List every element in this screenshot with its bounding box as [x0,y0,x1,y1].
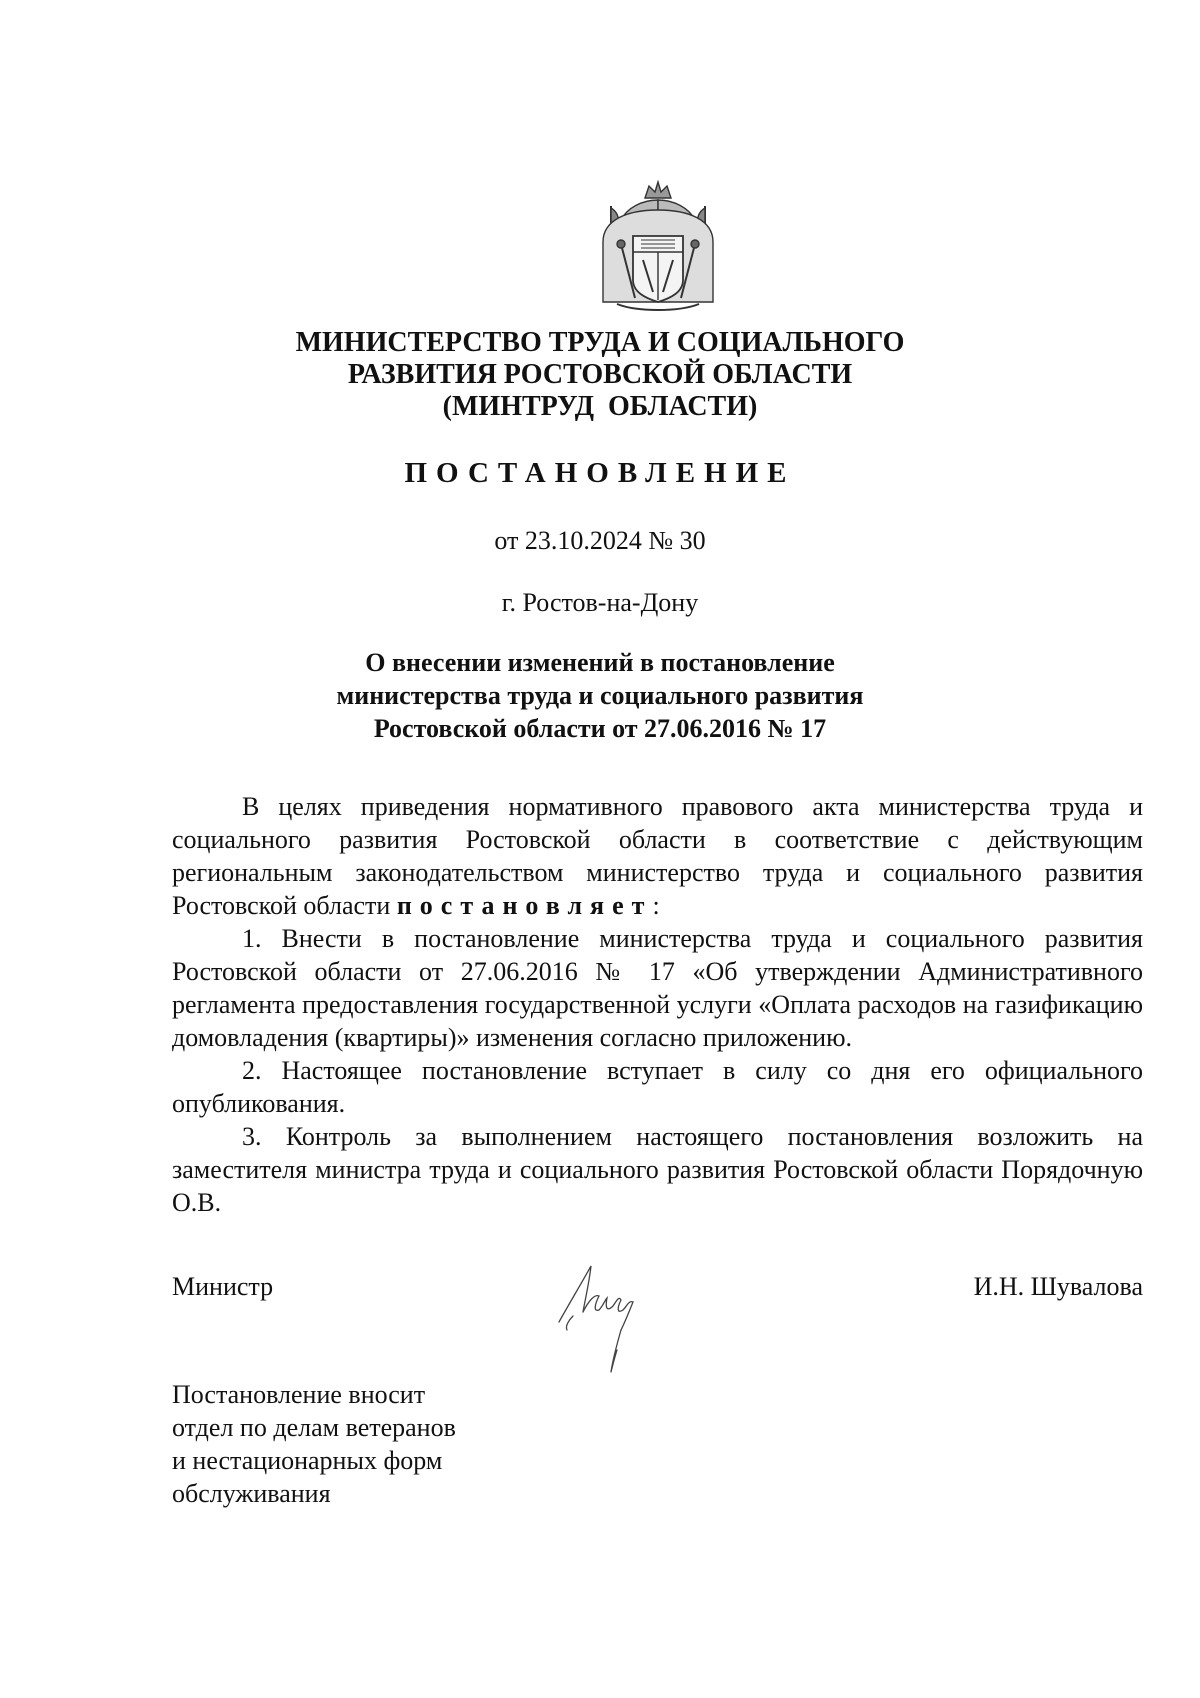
intro-paragraph [172,790,1143,922]
handwritten-signature [555,1260,645,1385]
body-item-2: 2. Настоящее постановление вступает в силу со дня его официального опубликования. [172,1056,1143,1118]
note-line-3: и нестационарных форм [172,1446,443,1475]
intro-keyword: постановляет [396,891,653,920]
document-city: г. Ростов-на-Дону [501,588,699,617]
signatory-title: Министр [172,1272,274,1301]
signatory-name: И.Н. Шувалова [973,1272,1143,1301]
subject-line-1: О внесении изменений в постановление [365,648,835,677]
coat-of-arms-emblem [597,180,719,314]
organization-name [0,327,1200,423]
org-line-1: МИНИСТЕРСТВО ТРУДА И СОЦИАЛЬНОГО [295,327,905,358]
body-item-1: 1. Внести в постановление министерства труда и социального развития Ростовской области от 27.06.2016 № 17 «Об утверждении Административного регламента предоставления государственной услуги «Оплата расходов на газификацию домовладения (квартиры)» изменения согласно приложению. [172,924,1143,1052]
document-date-number: от 23.10.2024 № 30 [494,526,706,555]
document-body [172,790,1143,1219]
org-line-2: РАЗВИТИЯ РОСТОВСКОЙ ОБЛАСТИ [347,359,853,390]
subject-line-2: министерства труда и социального развития [336,681,864,710]
note-line-2: отдел по делам ветеранов [172,1413,456,1442]
submitter-note [172,1378,456,1510]
intro-end: : [652,891,660,920]
org-line-3: (МИНТРУД ОБЛАСТИ) [442,391,758,422]
document-subject [0,646,1200,745]
note-line-4: обслуживания [172,1479,331,1508]
intro-text: В целях приведения нормативного правового акта министерства труда и социального развития Ростовской области в соответствие с действующим региональным законодательством министерство труда и социального развития Ростовской области [172,792,1143,920]
body-item-3: 3. Контроль за выполнением настоящего постановления возложить на заместителя министра труда и социального развития Ростовской области Порядочную О.В. [172,1122,1143,1217]
document-type: ПОСТАНОВЛЕНИЕ [404,457,796,489]
note-line-1: Постановление вносит [172,1380,426,1409]
subject-line-3: Ростовской области от 27.06.2016 № 17 [373,714,827,743]
